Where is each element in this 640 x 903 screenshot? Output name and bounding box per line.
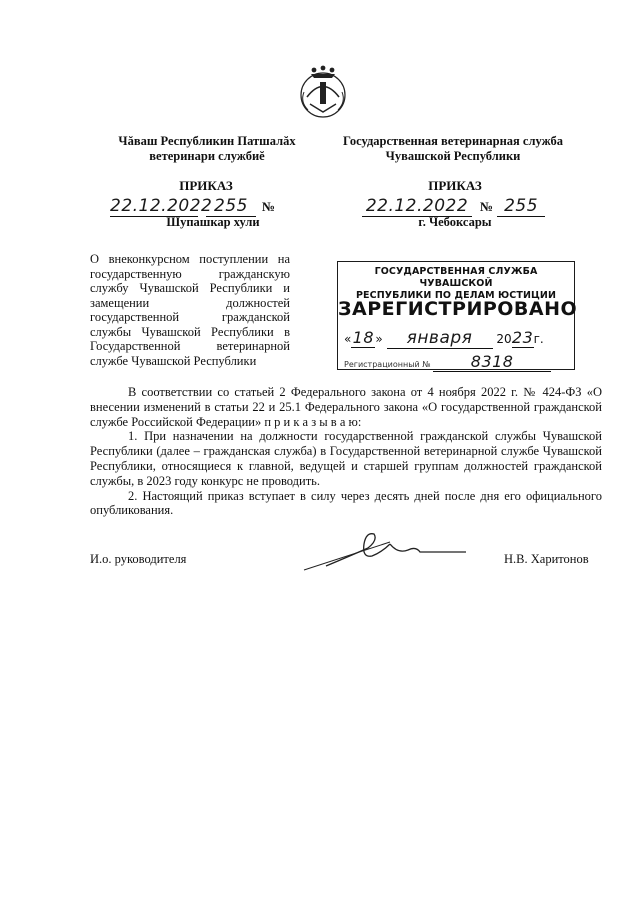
stamp-year-prefix: 20 <box>496 332 512 346</box>
org-name-russian-line1: Государственная ветеринарная служба <box>343 134 563 148</box>
stamp-month: января <box>387 328 493 349</box>
city-left: Шупашкар хули <box>166 215 260 229</box>
order-subject: О внеконкурсном поступлении на государственную гражданскую службу Чувашской Республики и замещении должностей государственной гражданской службы Чувашской Республики в Государственной ветеринарной службе Чувашской Республики <box>90 252 290 368</box>
number-sign-right: № <box>480 199 494 214</box>
date-right: 22.12.2022 <box>362 196 472 217</box>
body-paragraph-3: 2. Настоящий приказ вступает в силу через десять дней после дня его официального опубликования. <box>90 488 602 518</box>
date-number-left <box>110 196 300 217</box>
number-right: 255 <box>497 196 545 217</box>
org-name-russian <box>330 134 576 164</box>
org-name-chuvash-line1: Чăваш Республикин Патшалăх <box>118 134 296 148</box>
stamp-org-line1: ГОСУДАРСТВЕННАЯ СЛУЖБА ЧУВАШСКОЙ <box>374 266 538 289</box>
stamp-regno-row <box>344 352 570 372</box>
stamp-regno-label: Регистрационный № <box>344 360 431 369</box>
signatory-role: И.о. руководителя <box>90 552 187 566</box>
order-body <box>90 385 602 518</box>
number-left: 255 <box>206 196 256 217</box>
handwritten-signature <box>298 526 478 576</box>
org-name-chuvash-line2: ветеринари службиĕ <box>149 149 265 163</box>
stamp-org-line2: РЕСПУБЛИКИ ПО ДЕЛАМ ЮСТИЦИИ <box>355 290 557 301</box>
stamp-year-suffix: 23 <box>511 328 534 347</box>
stamp-regno-value: 8318 <box>433 352 551 372</box>
stamp-year-g: г. <box>533 332 544 346</box>
chuvash-emblem-icon <box>294 62 352 120</box>
city-right: г. Чебоксары <box>418 215 492 229</box>
registration-stamp <box>337 261 578 371</box>
date-number-right <box>362 196 572 217</box>
stamp-date: «18» января 2023г. <box>344 328 544 348</box>
org-name-russian-line2: Чувашской Республики <box>385 149 521 163</box>
org-name-chuvash <box>100 134 314 164</box>
body-paragraph-1: В соответствии со статьей 2 Федерального закона от 4 ноября 2022 г. № 424-ФЗ «О внесении изменений в статьи 22 и 25.1 Федерального закона «О государственной гражданской службе Российской Федерации» п р и к а з ы в а ю: <box>90 385 602 429</box>
prikaz-title-right: ПРИКАЗ <box>428 178 482 193</box>
signatory-name: Н.В. Харитонов <box>504 552 589 566</box>
number-sign-left: № <box>262 199 276 214</box>
stamp-org <box>338 266 574 302</box>
date-left: 22.12.2022 <box>110 196 213 216</box>
stamp-day: 18 <box>352 328 375 347</box>
body-paragraph-2: 1. При назначении на должности государственной гражданской службы Чувашской Республики (далее – гражданская служба) в Государственной ветеринарной службе Чувашской Республики, относящиеся к главной, ведущей и старшей группам должностей гражданской службы, в 2023 году конкурс не проводить. <box>90 429 602 488</box>
stamp-registered: ЗАРЕГИСТРИРОВАНО <box>338 298 578 320</box>
prikaz-title-left: ПРИКАЗ <box>179 178 233 193</box>
